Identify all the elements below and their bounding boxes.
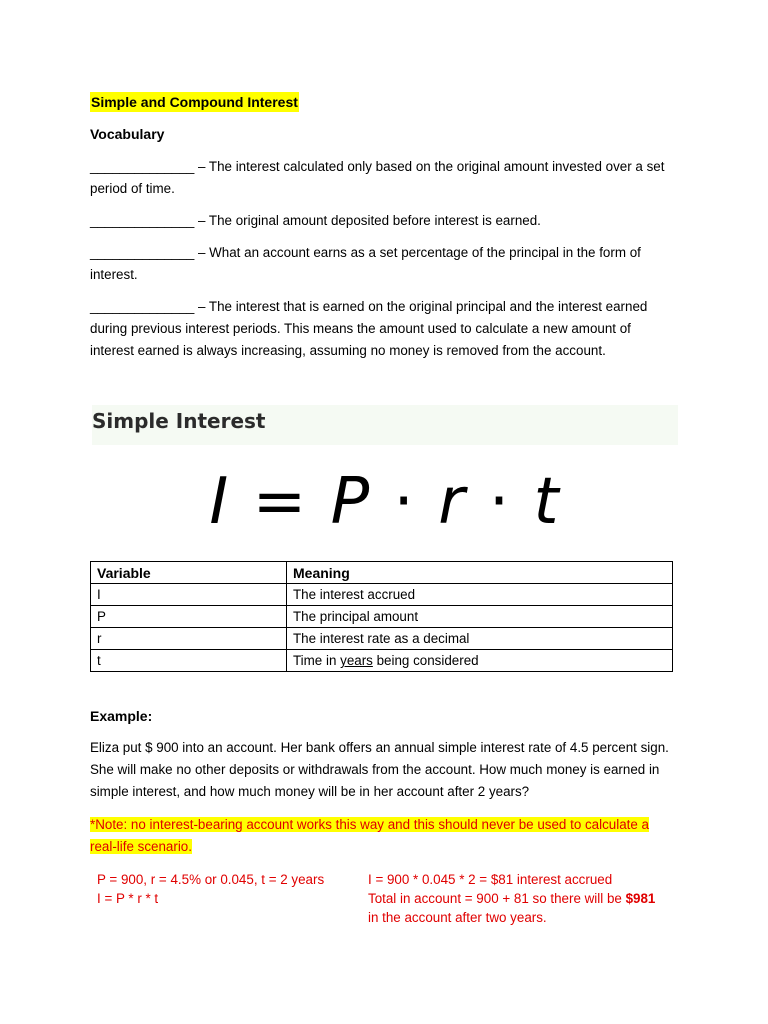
note bbox=[90, 814, 675, 858]
calc-line bbox=[368, 889, 678, 908]
variables-table bbox=[90, 561, 673, 672]
vocab-definition: – The interest that is earned on the original principal and the interest earned during previous interest periods. This means the amount used to calculate a new amount of interest earned is always increasing, assuming no money is removed from the account. bbox=[90, 299, 648, 358]
vocab-item bbox=[90, 156, 675, 200]
vocab-item bbox=[90, 242, 675, 286]
formula-equals: = bbox=[252, 465, 309, 539]
vocabulary-heading: Vocabulary bbox=[90, 126, 165, 142]
column-header: Meaning bbox=[287, 562, 673, 584]
calculation bbox=[368, 870, 678, 927]
formula-r: r bbox=[438, 465, 467, 539]
formula-p: P bbox=[330, 465, 372, 539]
example-problem: Eliza put $ 900 into an account. Her bank offers an annual simple interest rate of 4.5 percent sign. She will make no other deposits or withdrawals from the account. How much money is earned in simple interest, and how much money will be in her account after 2 years? bbox=[90, 740, 669, 799]
fill-in-blank: ______________ bbox=[90, 159, 195, 174]
table-row bbox=[91, 606, 673, 628]
table-row bbox=[91, 628, 673, 650]
formula-t: t bbox=[533, 465, 561, 539]
meaning-pre: Time in bbox=[293, 653, 341, 668]
table-row bbox=[91, 650, 673, 672]
vocab-definition: – The original amount deposited before interest is earned. bbox=[194, 213, 541, 228]
simple-interest-banner bbox=[92, 405, 678, 547]
banner-title: Simple Interest bbox=[92, 409, 266, 433]
fill-in-blank: ______________ bbox=[90, 245, 195, 260]
table-cell bbox=[287, 650, 673, 672]
page-title: Simple and Compound Interest bbox=[91, 94, 298, 110]
given-line: P = 900, r = 4.5% or 0.045, t = 2 years bbox=[97, 872, 325, 887]
calc-text: Total in account = 900 + 81 so there will be bbox=[368, 891, 626, 906]
example-heading: Example: bbox=[90, 708, 153, 724]
given-line: I = P * r * t bbox=[97, 891, 159, 906]
given-values bbox=[97, 870, 324, 908]
meaning-post: being considered bbox=[372, 653, 479, 668]
note-text: *Note: no interest-bearing account works this way and this should never be used to calculate a real-life scenario. bbox=[90, 817, 650, 854]
formula-i: I bbox=[209, 465, 231, 539]
calc-line: in the account after two years. bbox=[368, 910, 547, 925]
formula-dot: · bbox=[393, 465, 416, 539]
table-header-row bbox=[91, 562, 673, 584]
interest-formula bbox=[92, 465, 678, 539]
fill-in-blank: ______________ bbox=[90, 299, 195, 314]
column-header: Variable bbox=[91, 562, 287, 584]
table-row bbox=[91, 584, 673, 606]
vocab-item bbox=[90, 296, 675, 362]
fill-in-blank: ______________ bbox=[90, 213, 195, 228]
calc-line: I = 900 * 0.045 * 2 = $81 interest accrued bbox=[368, 872, 613, 887]
vocab-definition: – The interest calculated only based on the original amount invested over a set period of time. bbox=[90, 159, 665, 196]
banner-header bbox=[92, 405, 678, 445]
calc-answer: $981 bbox=[625, 891, 656, 906]
vocab-definition: – What an account earns as a set percentage of the principal in the form of interest. bbox=[90, 245, 641, 282]
table-cell: I bbox=[91, 584, 287, 606]
meaning-underlined: years bbox=[340, 653, 373, 668]
formula-dot: · bbox=[488, 465, 512, 539]
table-cell: The interest accrued bbox=[287, 584, 673, 606]
table-cell: P bbox=[91, 606, 287, 628]
table-cell: r bbox=[91, 628, 287, 650]
vocab-item bbox=[90, 210, 675, 232]
table-cell: t bbox=[91, 650, 287, 672]
table-cell: The principal amount bbox=[287, 606, 673, 628]
table-cell: The interest rate as a decimal bbox=[287, 628, 673, 650]
